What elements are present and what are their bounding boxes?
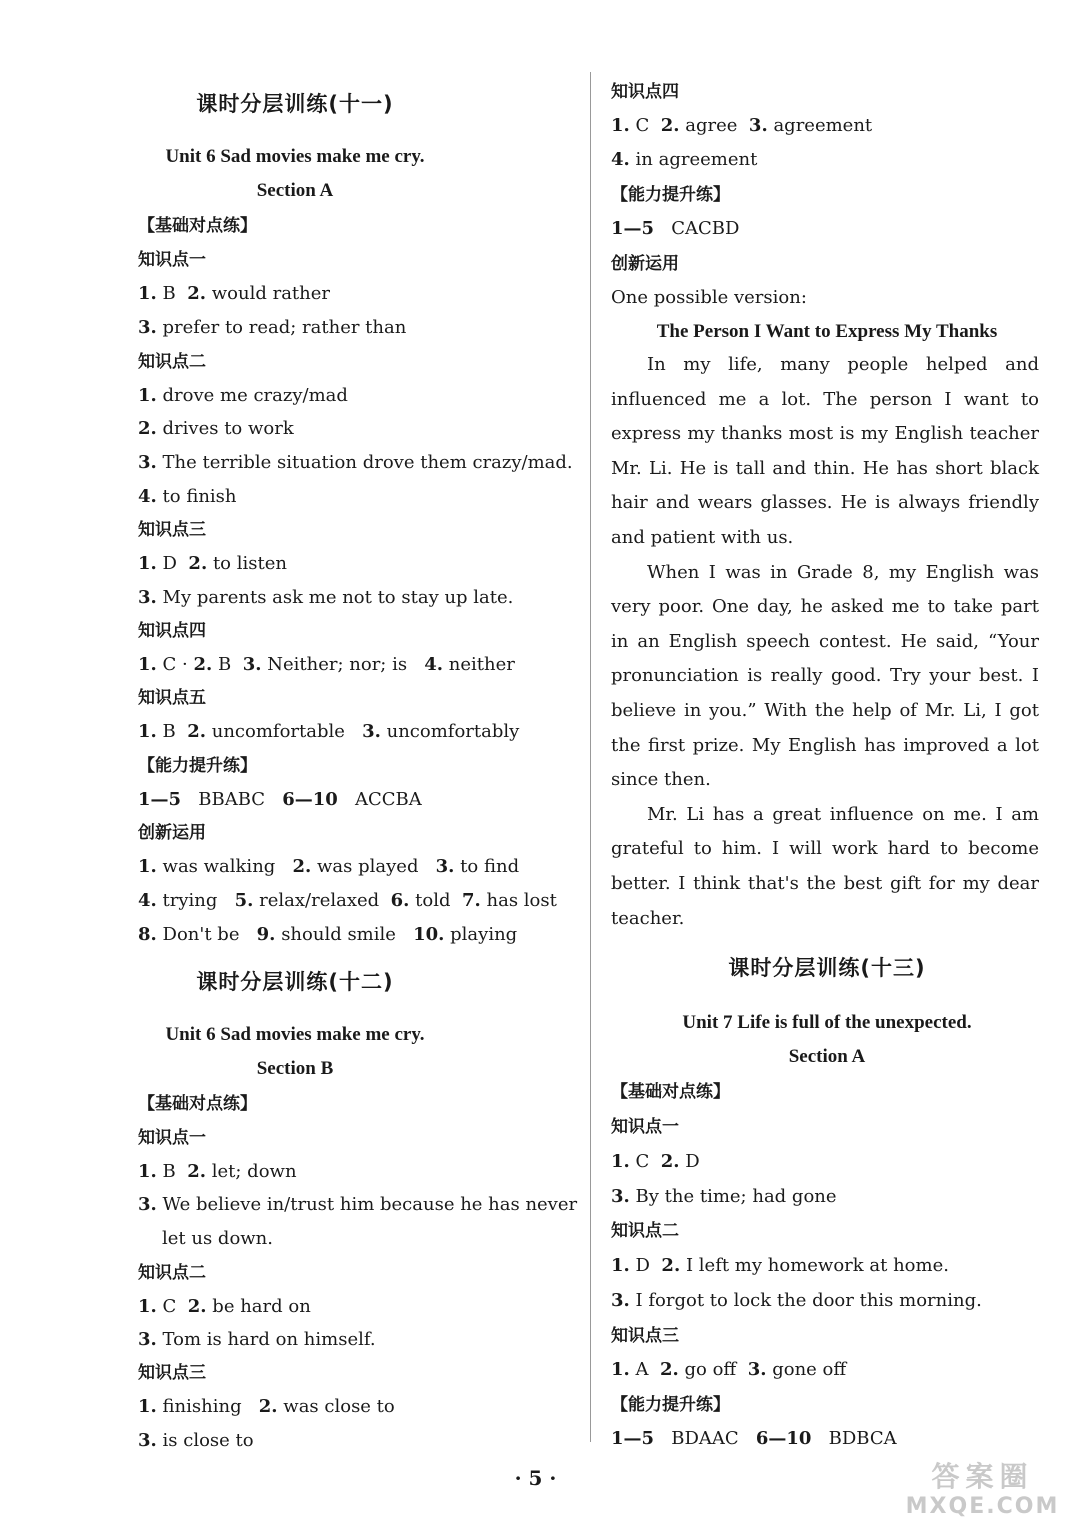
knowledge-point-5: 知识点五: [138, 688, 206, 708]
essay-body: [611, 348, 1039, 936]
ability-practice-heading: 【能力提升练】: [611, 185, 730, 205]
knowledge-point-3: 知识点三: [138, 1363, 206, 1383]
section-title: 课时分层训练(十三): [728, 956, 926, 980]
answer-line: 8. Don't be 9. should smile 10. playing: [138, 924, 518, 945]
answer-line: 1. D 2. I left my homework at home.: [611, 1255, 949, 1276]
version-label: One possible version:: [611, 287, 807, 308]
answer-line: 3. I forgot to lock the door this morning.: [611, 1290, 982, 1311]
answer-line: 1. B 2. would rather: [138, 283, 331, 304]
unit-heading: Unit 6 Sad movies make me cry.: [165, 146, 425, 167]
answer-line: 1. B 2. let; down: [138, 1161, 297, 1182]
ability-practice-heading: 【能力提升练】: [611, 1395, 730, 1415]
answer-line: 1—5 BDAAC 6—10 BDBCA: [611, 1428, 897, 1449]
section-title: 课时分层训练(十一): [196, 92, 394, 116]
essay-paragraph: When I was in Grade 8, my English was very poor. One day, he asked me to take part in an English speech contest. He said, “Your pronunciation is really good. Try your best. I believe in you.” With the help of Mr. Li, I got the first prize. My English has improved a lot since then.: [611, 561, 1039, 791]
answer-line: 4. in agreement: [611, 149, 758, 170]
section-label: Section B: [256, 1058, 334, 1079]
essay-title: The Person I Want to Express My Thanks: [656, 321, 998, 342]
innovation-heading: 创新运用: [611, 254, 679, 274]
knowledge-point-2: 知识点二: [138, 352, 206, 372]
knowledge-point-3: 知识点三: [138, 520, 206, 540]
answer-line: 1. C 2. D: [611, 1151, 700, 1172]
section-label: Section A: [788, 1046, 866, 1067]
ability-practice-heading: 【能力提升练】: [138, 756, 257, 776]
answer-line: 4. trying 5. relax/relaxed 6. told 7. has lost: [138, 890, 557, 911]
knowledge-point-2: 知识点二: [611, 1221, 679, 1241]
knowledge-point-1: 知识点一: [138, 250, 206, 270]
answer-line: 1—5 BBABC 6—10 ACCBA: [138, 789, 422, 810]
answer-line: 1. finishing 2. was close to: [138, 1396, 395, 1417]
answer-line: 1. C 2. be hard on: [138, 1296, 311, 1317]
answer-line: 1. B 2. uncomfortable 3. uncomfortably: [138, 721, 520, 742]
essay-paragraph: In my life, many people helped and influenced me a lot. The person I want to express my thanks most is my English teacher Mr. Li. He is tall and thin. He has short black hair and wears glasses. He is always friendly and patient with us.: [611, 354, 1039, 548]
page-number: · 5 ·: [514, 1466, 557, 1490]
watermark-logo: 答案圈 MXQE.COM: [905, 1460, 1060, 1519]
answer-line: 3. Tom is hard on himself.: [138, 1329, 376, 1350]
knowledge-point-1: 知识点一: [138, 1128, 206, 1148]
answer-line: 3. We believe in/trust him because he has never: [138, 1194, 578, 1215]
section-label: Section A: [256, 180, 334, 201]
knowledge-point-3: 知识点三: [611, 1326, 679, 1346]
answer-line: 1. C 2. agree 3. agreement: [611, 115, 873, 136]
answer-line: 1—5 CACBD: [611, 218, 740, 239]
answer-line: let us down.: [162, 1228, 273, 1249]
answer-line: 3. prefer to read; rather than: [138, 317, 407, 338]
answer-line: 1. C · 2. B 3. Neither; nor; is 4. neither: [138, 654, 515, 675]
column-divider: [590, 72, 591, 1442]
unit-heading: Unit 7 Life is full of the unexpected.: [682, 1012, 972, 1033]
answer-line: 1. was walking 2. was played 3. to find: [138, 856, 520, 877]
answer-line: 2. drives to work: [138, 418, 294, 439]
answer-line: 4. to finish: [138, 486, 237, 507]
basic-practice-heading: 【基础对点练】: [611, 1082, 730, 1102]
knowledge-point-4: 知识点四: [611, 82, 679, 102]
answer-line: 1. D 2. to listen: [138, 553, 287, 574]
answer-line: 3. The terrible situation drove them crazy/mad.: [138, 452, 573, 473]
answer-line: 1. drove me crazy/mad: [138, 385, 348, 406]
section-title: 课时分层训练(十二): [196, 970, 394, 994]
basic-practice-heading: 【基础对点练】: [138, 216, 257, 236]
answer-line: 3. is close to: [138, 1430, 254, 1451]
knowledge-point-4: 知识点四: [138, 621, 206, 641]
innovation-heading: 创新运用: [138, 823, 206, 843]
answer-line: 3. By the time; had gone: [611, 1186, 837, 1207]
answer-line: 1. A 2. go off 3. gone off: [611, 1359, 847, 1380]
unit-heading: Unit 6 Sad movies make me cry.: [165, 1024, 425, 1045]
knowledge-point-2: 知识点二: [138, 1263, 206, 1283]
essay-paragraph: Mr. Li has a great influence on me. I am grateful to him. I will work hard to become better. I think that's the best gift for my dear teacher.: [611, 803, 1039, 929]
knowledge-point-1: 知识点一: [611, 1117, 679, 1137]
answer-line: 3. My parents ask me not to stay up late.: [138, 587, 514, 608]
basic-practice-heading: 【基础对点练】: [138, 1094, 257, 1114]
